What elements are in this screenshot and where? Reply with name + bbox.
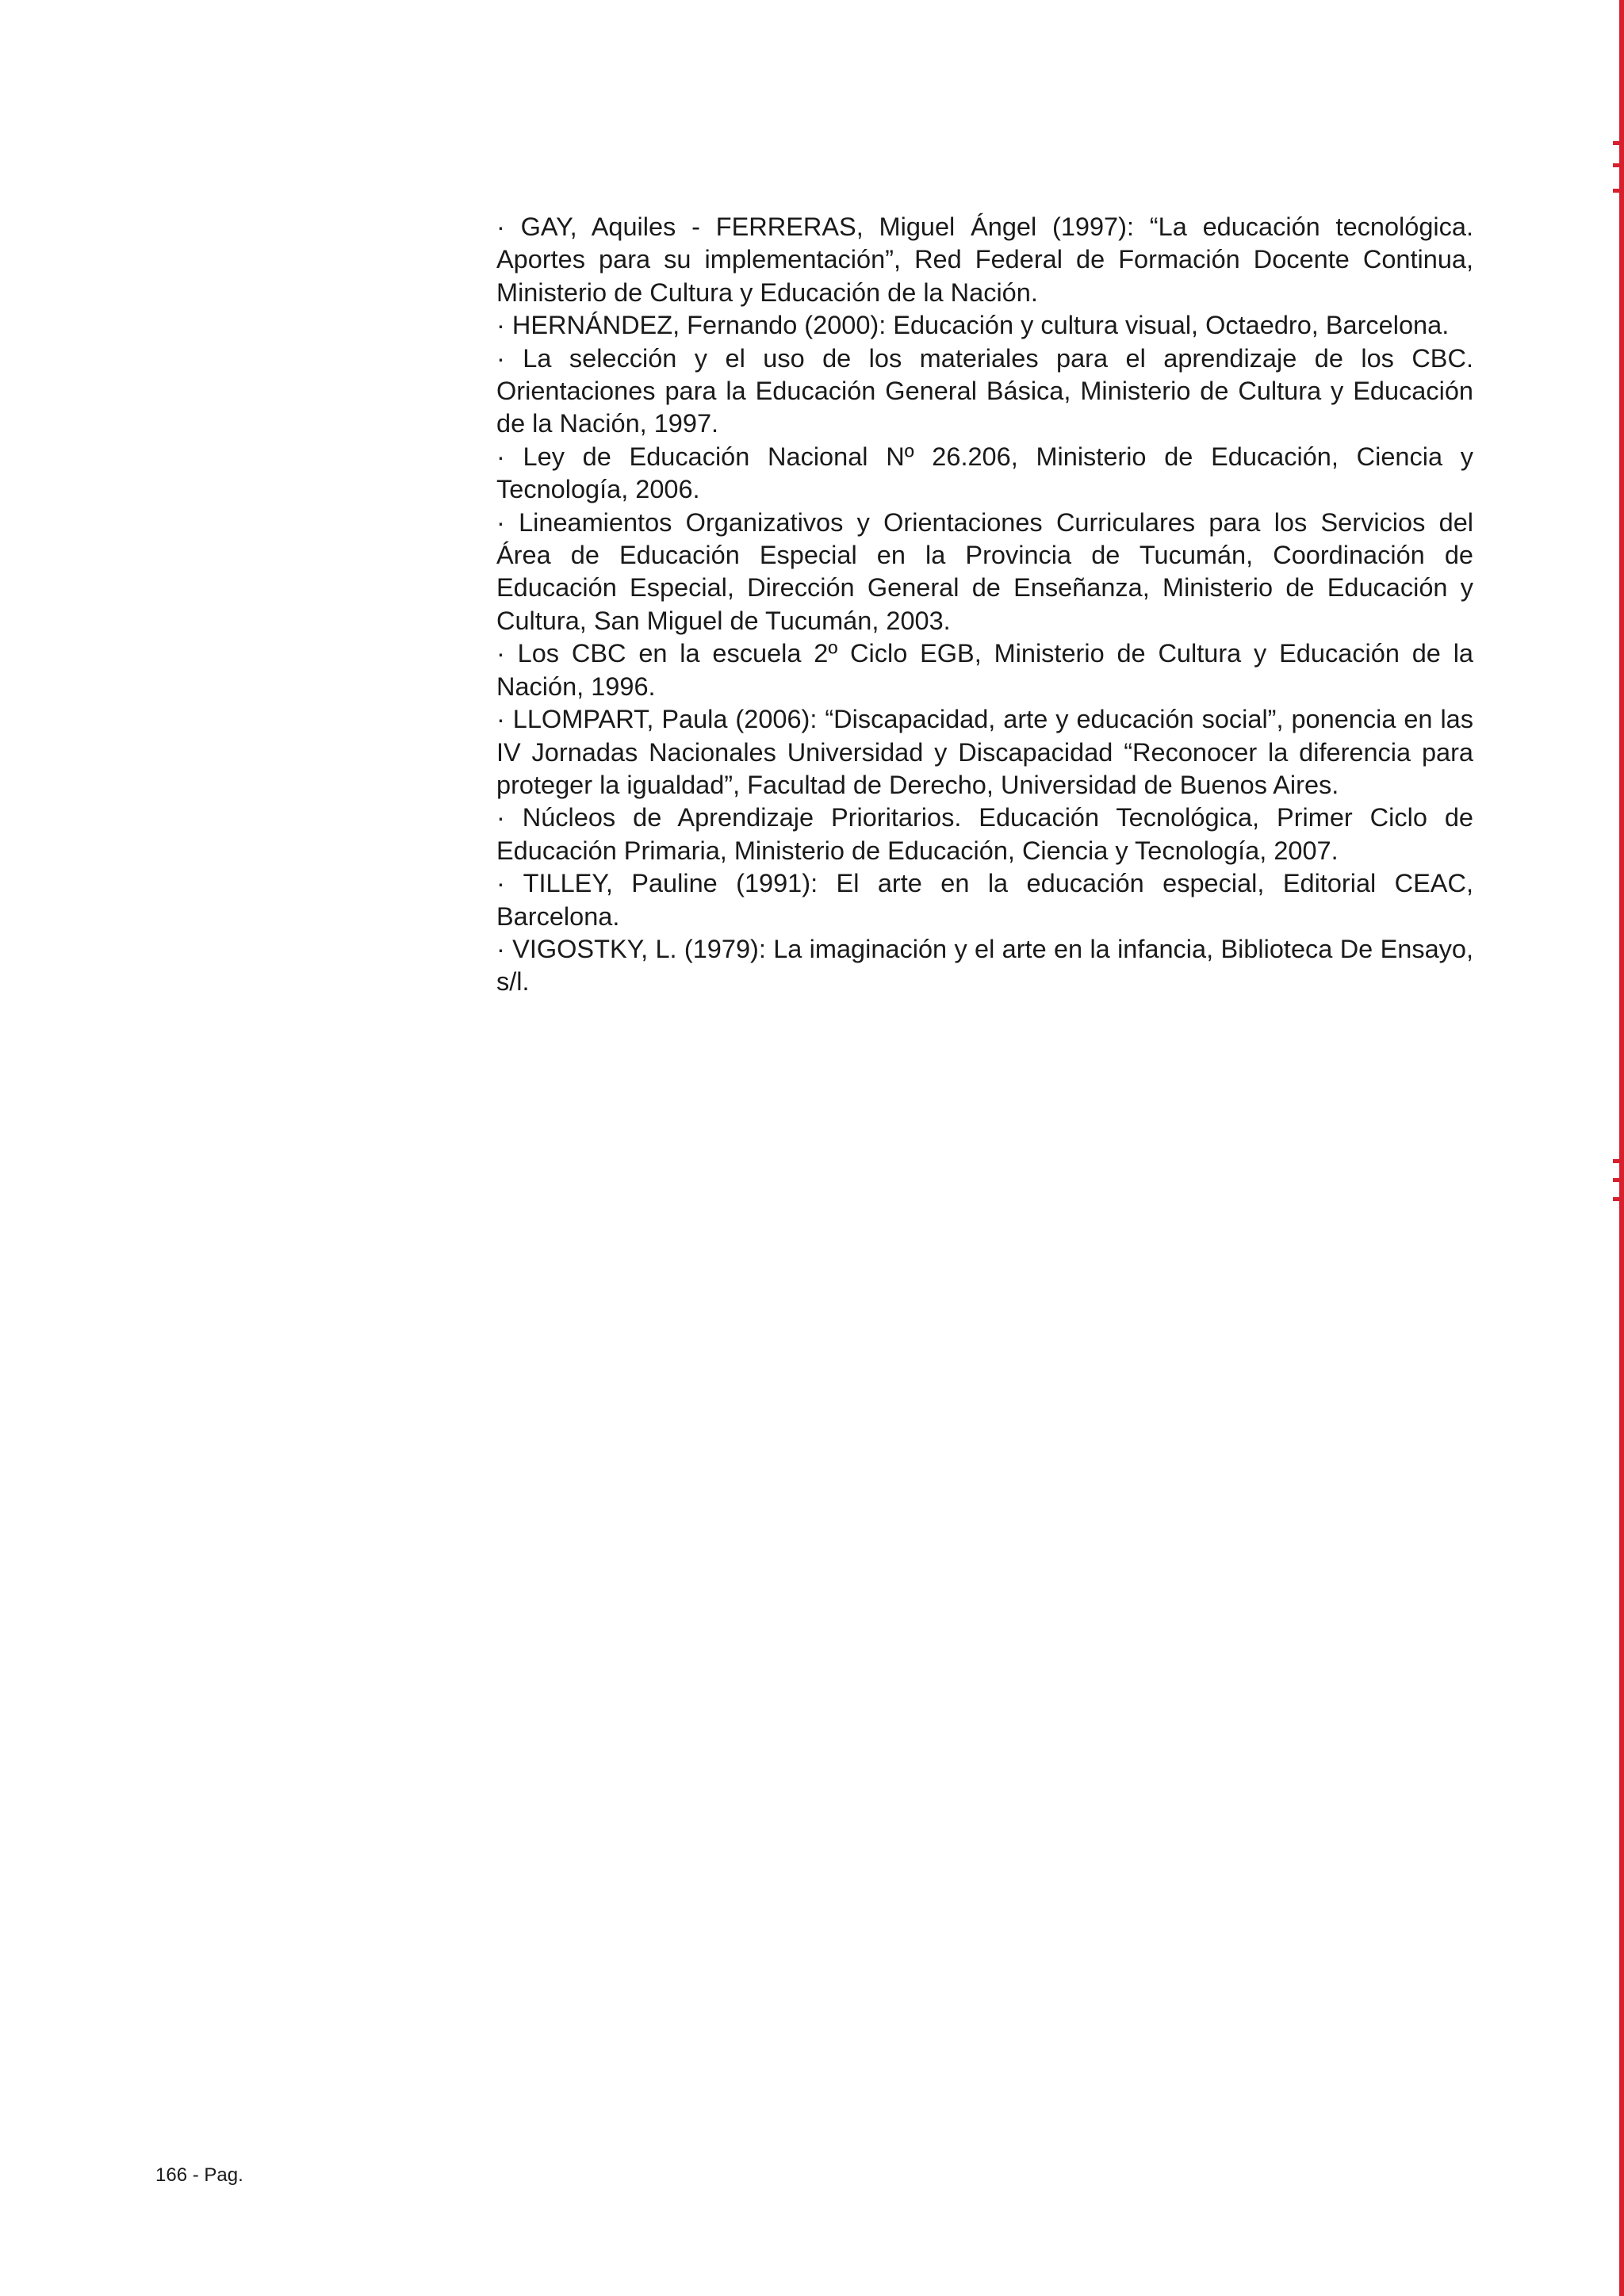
page-edge-mark — [1613, 1159, 1619, 1163]
bibliography-entry: · Lineamientos Organizativos y Orientaciones Curriculares para los Servicios del Área de Educación Especial en la Provincia de Tucumán, Coordinación de Educación Especial, Dirección General de Enseñanza, Ministerio de Educación y Cultura, San Miguel de Tucumán, 2003. — [496, 507, 1473, 635]
page-number-footer: 166 - Pag. — [155, 2164, 243, 2186]
bibliography-entry: · La selección y el uso de los materiales para el aprendizaje de los CBC. Orientaciones para la Educación General Básica, Ministerio de Cultura y Educación de la Nación, 1997. — [496, 343, 1473, 438]
page-edge-mark — [1613, 141, 1619, 145]
bibliography-entry: · Núcleos de Aprendizaje Prioritarios. Educación Tecnológica, Primer Ciclo de Educación Primaria, Ministerio de Educación, Ciencia y Tecnología, 2007. — [496, 803, 1473, 865]
bibliography-entry: · VIGOSTKY, L. (1979): La imaginación y el arte en la infancia, Biblioteca De Ensayo, s/l. — [496, 934, 1473, 997]
bibliography-entry: · LLOMPART, Paula (2006): “Discapacidad, arte y educación social”, ponencia en las IV Jornadas Nacionales Universidad y Discapacidad “Reconocer la diferencia para proteger la igualdad”, Facultad de Derecho, Universidad de Buenos Aires. — [496, 705, 1473, 799]
page-edge-mark — [1613, 163, 1619, 167]
page-edge-accent — [1619, 0, 1624, 2296]
bibliography-entry: · GAY, Aquiles - FERRERAS, Miguel Ángel (1997): “La educación tecnológica. Aportes para su implementación”, Red Federal de Formación Docente Continua, Ministerio de Cultura y Educación de la Nación. — [496, 212, 1473, 307]
bibliography-list — [496, 211, 1473, 999]
page-edge-mark — [1613, 1178, 1619, 1182]
bibliography-entry: · HERNÁNDEZ, Fernando (2000): Educación y cultura visual, Octaedro, Barcelona. — [496, 311, 1450, 340]
page-edge-mark — [1613, 1197, 1619, 1201]
bibliography-entry: · Ley de Educación Nacional Nº 26.206, Ministerio de Educación, Ciencia y Tecnología, 2006. — [496, 442, 1473, 504]
page-edge-mark — [1613, 189, 1619, 193]
bibliography-entry: · Los CBC en la escuela 2º Ciclo EGB, Ministerio de Cultura y Educación de la Nación, 1996. — [496, 639, 1473, 701]
bibliography-entry: · TILLEY, Pauline (1991): El arte en la educación especial, Editorial CEAC, Barcelona. — [496, 869, 1473, 931]
